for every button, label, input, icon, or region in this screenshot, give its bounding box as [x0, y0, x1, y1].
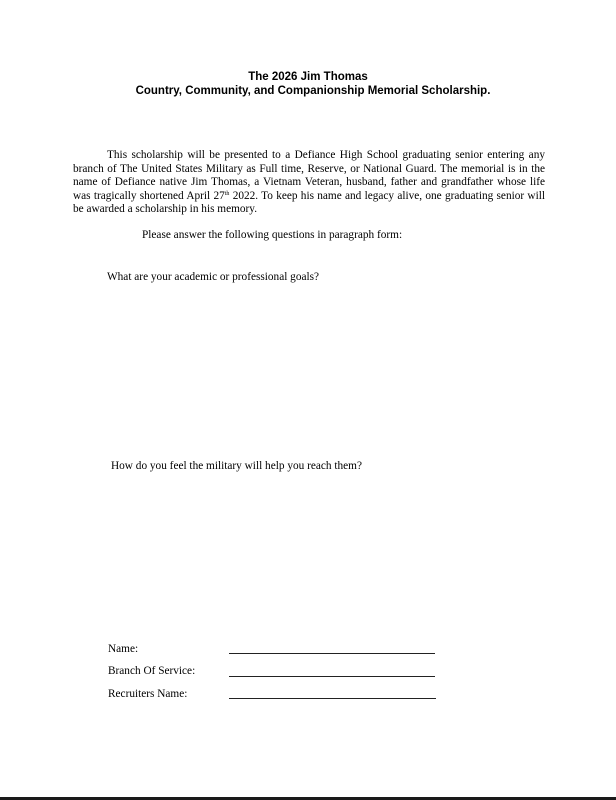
question-goals: What are your academic or professional goals? — [107, 271, 320, 283]
branch-of-service-field-label: Branch Of Service: — [108, 665, 196, 677]
question-military-help: How do you feel the military will help you reach them? — [111, 460, 362, 472]
recruiters-name-field-label: Recruiters Name: — [108, 688, 188, 700]
branch-of-service-field-line[interactable] — [229, 676, 435, 677]
recruiters-name-field-line[interactable] — [229, 698, 436, 699]
intro-text-part1: This scholarship will be presented to a Defiance High School graduating senior entering any branch of The United States Military as Full time, Reserve, or National Guard. The memorial is in the name of Defiance native Jim Thomas, a Vietnam Veteran, husband, father and grandfather whose life was tragically shortened April 27 — [73, 149, 545, 202]
instructions-text: Please answer the following questions in paragraph form: — [142, 229, 403, 241]
intro-superscript: th — [224, 190, 230, 197]
intro-paragraph — [73, 149, 545, 217]
intro-text-part2: 2022. To keep his name and legacy alive, one graduating senior will be awarded a scholarship in his memory. — [73, 189, 545, 216]
name-field-label: Name: — [108, 643, 139, 655]
name-field-line[interactable] — [229, 653, 435, 654]
document-subtitle: Country, Community, and Companionship Memorial Scholarship. — [135, 85, 491, 97]
document-title: The 2026 Jim Thomas — [248, 71, 368, 83]
